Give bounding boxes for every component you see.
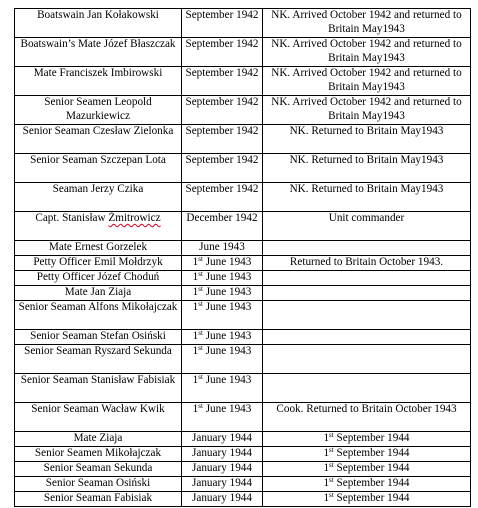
name-cell: Senior Seaman Szczepan Lota — [15, 154, 182, 183]
date-rest: June 1943 — [202, 286, 252, 298]
table-row — [15, 9, 471, 38]
name-cell: Senior Seaman Stanisław Fabisiak — [15, 374, 182, 403]
name-cell: Senior Seaman Sekunda — [15, 462, 182, 477]
crew-table-body — [15, 9, 471, 507]
note-cell: NK. Returned to Britain May1943 — [263, 183, 471, 212]
name-cell — [15, 212, 182, 241]
name-cell: Senior Seamen Mikołajczak — [15, 447, 182, 462]
note-cell: Returned to Britain October 1943. — [263, 256, 471, 271]
name-cell: Mate Ziaja — [15, 432, 182, 447]
note-sup: st — [329, 431, 334, 439]
date-sup: st — [198, 344, 203, 352]
note-cell — [263, 462, 471, 477]
date-cell — [182, 301, 263, 330]
table-row — [15, 256, 471, 271]
note-cell: NK. Arrived October 1942 and returned to Britain May1943 — [263, 9, 471, 38]
name-cell: Boatswain’s Mate Józef Błaszczak — [15, 38, 182, 67]
name-cell: Mate Jan Ziaja — [15, 286, 182, 301]
date-cell: January 1944 — [182, 432, 263, 447]
table-row — [15, 432, 471, 447]
date-cell — [182, 374, 263, 403]
date-cell: September 1942 — [182, 183, 263, 212]
note-rest: September 1944 — [333, 447, 410, 459]
date-day: 1 — [192, 271, 199, 283]
date-cell: January 1944 — [182, 462, 263, 477]
name-cell: Senior Seaman Osiński — [15, 477, 182, 492]
name-cell: Senior Seaman Stefan Osiński — [15, 330, 182, 345]
table-row — [15, 492, 471, 507]
note-sup: st — [329, 491, 334, 499]
note-cell — [263, 286, 471, 301]
note-cell — [263, 330, 471, 345]
date-cell: September 1942 — [182, 154, 263, 183]
name-cell: Senior Seaman Czesław Zielonka — [15, 125, 182, 154]
name-cell: Mate Ernest Gorzelek — [15, 241, 182, 256]
date-sup: st — [198, 329, 203, 337]
name-cell: Senior Seaman Fabisiak — [15, 492, 182, 507]
table-row — [15, 67, 471, 96]
date-cell: September 1942 — [182, 9, 263, 38]
date-cell: December 1942 — [182, 212, 263, 241]
note-cell — [263, 301, 471, 330]
date-cell — [182, 403, 263, 432]
date-cell — [182, 345, 263, 374]
note-rest: September 1944 — [333, 432, 410, 444]
date-rest: June 1943 — [202, 345, 252, 357]
date-cell: September 1942 — [182, 38, 263, 67]
name-cell: Mate Franciszek Imbirowski — [15, 67, 182, 96]
note-cell — [263, 477, 471, 492]
date-sup: st — [198, 270, 203, 278]
date-sup: st — [198, 402, 203, 410]
note-rest: September 1944 — [333, 462, 410, 474]
date-day: 1 — [192, 374, 199, 386]
name-cell: Seaman Jerzy Czika — [15, 183, 182, 212]
date-sup: st — [198, 255, 203, 263]
table-row — [15, 301, 471, 330]
date-cell: September 1942 — [182, 96, 263, 125]
table-row — [15, 125, 471, 154]
note-cell — [263, 271, 471, 286]
name-cell: Senior Seamen Leopold Mazurkiewicz — [15, 96, 182, 125]
table-row — [15, 38, 471, 67]
date-rest: June 1943 — [202, 271, 252, 283]
date-cell: September 1942 — [182, 67, 263, 96]
note-sup: st — [329, 476, 334, 484]
name-cell: Senior Seaman Wacław Kwik — [15, 403, 182, 432]
date-rest: June 1943 — [202, 374, 252, 386]
note-cell: NK. Arrived October 1942 and returned to Britain May1943 — [263, 96, 471, 125]
note-sup: st — [329, 446, 334, 454]
note-cell: Cook. Returned to Britain October 1943 — [263, 403, 471, 432]
name-cell: Senior Seaman Alfons Mikołajczak — [15, 301, 182, 330]
date-rest: June 1943 — [202, 256, 252, 268]
table-row — [15, 212, 471, 241]
table-row — [15, 154, 471, 183]
name-cell: Petty Officer Józef Choduń — [15, 271, 182, 286]
note-cell — [263, 345, 471, 374]
note-cell: NK. Arrived October 1942 and returned to Britain May1943 — [263, 38, 471, 67]
note-cell — [263, 432, 471, 447]
date-day: 1 — [192, 256, 199, 268]
date-day: 1 — [192, 403, 199, 415]
date-cell: January 1944 — [182, 477, 263, 492]
date-cell: January 1944 — [182, 492, 263, 507]
name-cell: Boatswain Jan Kołakowski — [15, 9, 182, 38]
date-rest: June 1943 — [202, 330, 252, 342]
name-text: Capt. Stanisław — [35, 212, 109, 224]
note-cell — [263, 447, 471, 462]
name-cell: Senior Seaman Ryszard Sekunda — [15, 345, 182, 374]
date-cell: June 1943 — [182, 241, 263, 256]
note-sup: st — [329, 461, 334, 469]
name-cell: Petty Officer Emil Mołdrzyk — [15, 256, 182, 271]
date-sup: st — [198, 300, 203, 308]
date-day: 1 — [192, 330, 199, 342]
table-row — [15, 183, 471, 212]
date-day: 1 — [192, 286, 199, 298]
note-cell — [263, 492, 471, 507]
note-cell — [263, 374, 471, 403]
note-rest: September 1944 — [333, 477, 410, 489]
note-cell: Unit commander — [263, 212, 471, 241]
date-cell — [182, 286, 263, 301]
table-row — [15, 477, 471, 492]
note-day: 1 — [323, 477, 330, 489]
date-cell: January 1944 — [182, 447, 263, 462]
note-rest: September 1944 — [333, 492, 410, 504]
table-row — [15, 271, 471, 286]
date-cell — [182, 256, 263, 271]
table-row — [15, 286, 471, 301]
note-cell: NK. Arrived October 1942 and returned to Britain May1943 — [263, 67, 471, 96]
table-row — [15, 241, 471, 256]
name-text-spellcheck: Żmitrowicz — [108, 212, 161, 224]
table-row — [15, 462, 471, 477]
date-sup: st — [198, 285, 203, 293]
date-cell — [182, 271, 263, 286]
table-row — [15, 96, 471, 125]
date-day: 1 — [192, 301, 199, 313]
note-cell: NK. Returned to Britain May1943 — [263, 154, 471, 183]
table-row — [15, 374, 471, 403]
note-day: 1 — [323, 492, 330, 504]
date-cell: September 1942 — [182, 125, 263, 154]
note-cell — [263, 241, 471, 256]
note-cell: NK. Returned to Britain May1943 — [263, 125, 471, 154]
table-row — [15, 345, 471, 374]
date-day: 1 — [192, 345, 199, 357]
table-row — [15, 403, 471, 432]
date-rest: June 1943 — [202, 301, 252, 313]
date-cell — [182, 330, 263, 345]
table-row — [15, 447, 471, 462]
note-day: 1 — [323, 462, 330, 474]
note-day: 1 — [323, 447, 330, 459]
table-row — [15, 330, 471, 345]
crew-table — [14, 8, 471, 507]
date-rest: June 1943 — [202, 403, 252, 415]
note-day: 1 — [323, 432, 330, 444]
date-sup: st — [198, 373, 203, 381]
